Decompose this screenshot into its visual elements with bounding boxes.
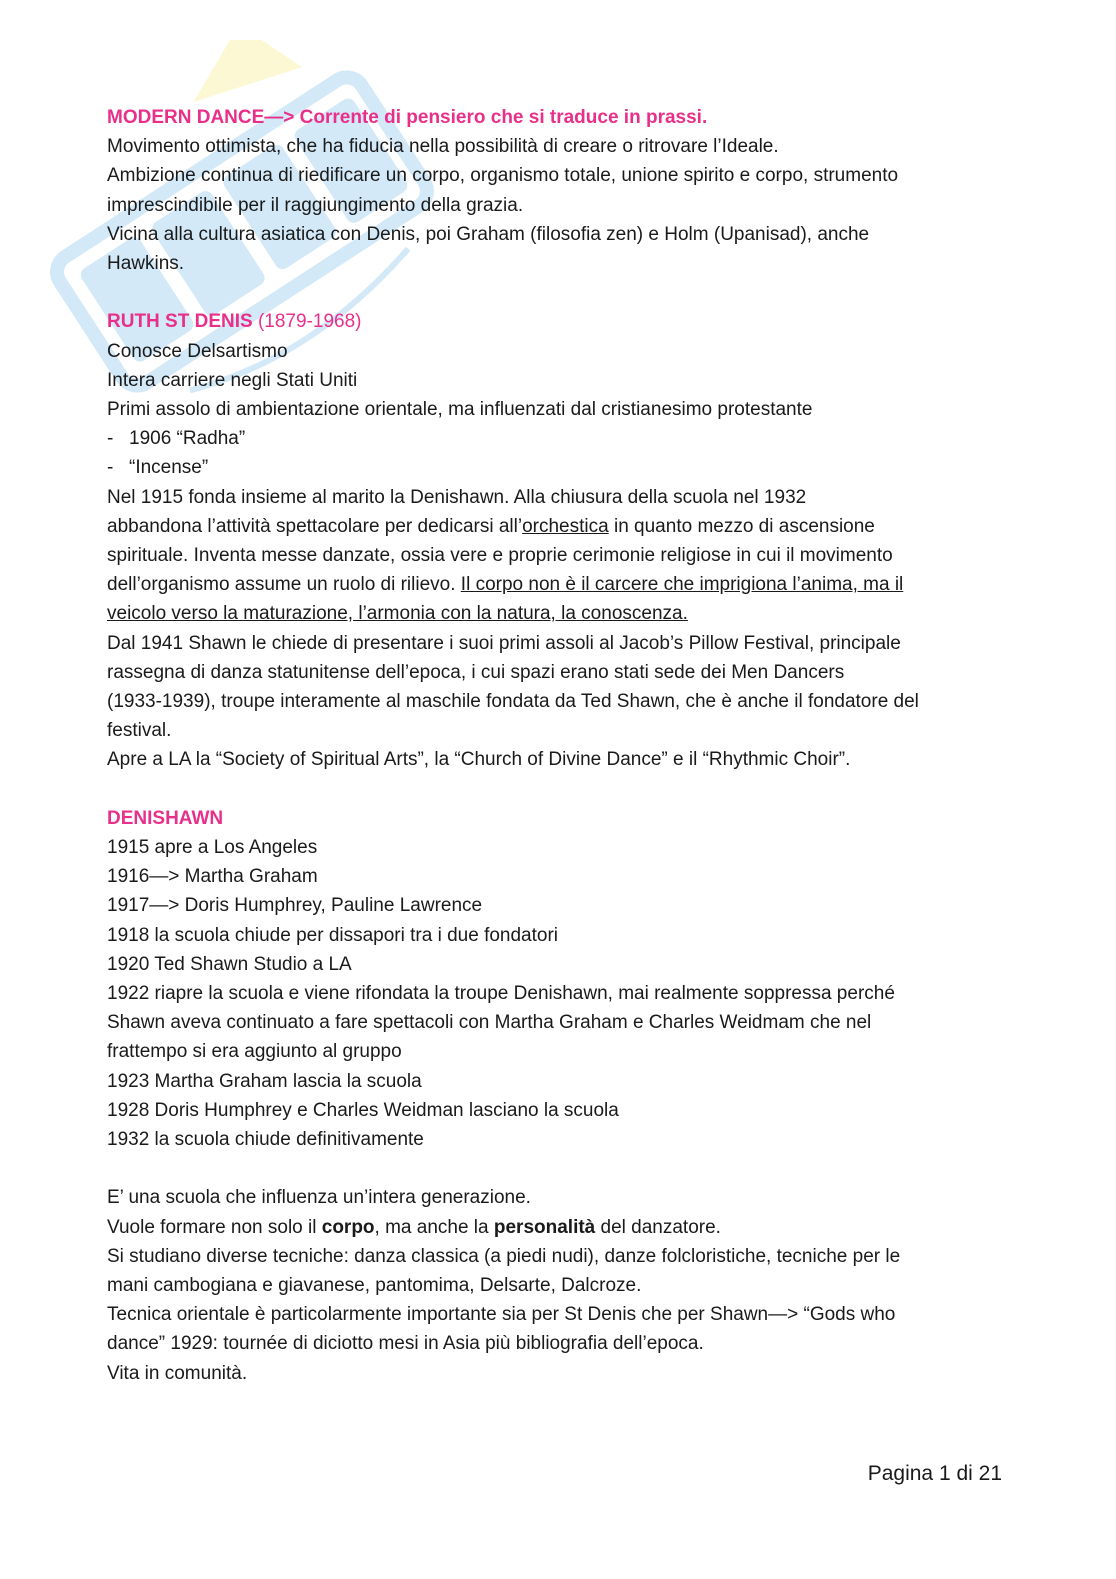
paragraph-line: E’ una scuola che influenza un’intera generazione. [107,1187,531,1209]
paragraph-line: Vicina alla cultura asiatica con Denis, poi Graham (filosofia zen) e Holm (Upanisad), anche [107,223,870,245]
timeline-item: 1922 riapre la scuola e viene rifondata la troupe Denishawn, mai realmente soppressa perché [107,983,895,1005]
text-run: del danzatore. [595,1216,721,1238]
paragraph-line: Apre a LA la “Society of Spiritual Arts”, la “Church of Divine Dance” e il “Rhythmic Choir”. [107,749,851,771]
list-item-text: “Incense” [129,457,209,479]
heading-ruth-st-denis-title: RUTH ST DENIS [107,311,253,333]
heading-ruth-st-denis-dates: (1879-1968) [252,311,362,333]
timeline-item: 1932 la scuola chiude definitivamente [107,1129,424,1151]
section-heading-modern-dance [107,103,1007,132]
text-run: Vuole formare non solo il [107,1216,322,1238]
paragraph-line: rassegna di danza statunitense dell’epoca, i cui spazi erano stati sede dei Men Dancers [107,661,845,683]
paragraph-line: dance” 1929: tournée di diciotto mesi in Asia più bibliografia dell’epoca. [107,1333,704,1355]
paragraph-line: Si studiano diverse tecniche: danza classica (a piedi nudi), danze folcloristiche, tecniche per le [107,1245,901,1267]
paragraph-line: Hawkins. [107,253,185,275]
section-heading-denishawn: DENISHAWN [107,807,224,829]
paragraph-line: Intera carriere negli Stati Uniti [107,369,358,391]
timeline-item: 1915 apre a Los Angeles [107,837,318,859]
timeline-item: 1928 Doris Humphrey e Charles Weidman lasciano la scuola [107,1099,619,1121]
bullet-dash: - [107,457,114,479]
text-run: abbandona l’attività spettacolare per dedicarsi all’ [107,515,523,537]
text-run: , ma anche la [374,1216,494,1238]
timeline-item: 1923 Martha Graham lascia la scuola [107,1070,422,1092]
paragraph-line: festival. [107,720,172,742]
underlined-text: orchestica [522,515,609,537]
section-heading-ruth-st-denis [107,307,1007,336]
timeline-item: frattempo si era aggiunto al gruppo [107,1041,402,1063]
timeline-item: 1917—> Doris Humphrey, Pauline Lawrence [107,895,483,917]
timeline-item: 1916—> Martha Graham [107,866,318,888]
timeline-item: 1920 Ted Shawn Studio a LA [107,953,352,975]
paragraph-line: Dal 1941 Shawn le chiede di presentare i suoi primi assoli al Jacob’s Pillow Festival, principale [107,632,901,654]
paragraph-line: Conosce Delsartismo [107,340,288,362]
paragraph-line: spirituale. Inventa messe danzate, ossia vere e proprie cerimonie religiose in cui il movimento [107,545,893,567]
paragraph-line: Vita in comunità. [107,1362,248,1384]
bullet-dash: - [107,428,114,450]
document-page [107,103,1007,1388]
list-item [107,424,1007,453]
bold-text: corpo [321,1216,375,1238]
underlined-text: Il corpo non è il carcere che imprigiona l’anima, ma il [460,574,904,596]
list-item [107,453,1007,482]
paragraph-line: Nel 1915 fonda insieme al marito la Denishawn. Alla chiusura della scuola nel 1932 [107,486,807,508]
paragraph-line [107,599,1007,628]
paragraph-line: Ambizione continua di riedificare un corpo, organismo totale, unione spirito e corpo, strumento [107,165,899,187]
timeline-item: Shawn aveva continuato a fare spettacoli con Martha Graham e Charles Weidmam che nel [107,1012,872,1034]
bold-text: personalità [493,1216,596,1238]
spacer [107,1154,1007,1183]
spacer [107,278,1007,307]
underlined-text: veicolo verso la maturazione, l’armonia con la natura, la conoscenza. [107,603,688,625]
page-number: Pagina 1 di 21 [867,1462,1002,1485]
paragraph-line: Movimento ottimista, che ha fiducia nella possibilità di creare o ritrovare l’Ideale. [107,136,779,158]
spacer [107,775,1007,804]
paragraph-line [107,1213,1007,1242]
heading-modern-dance-subtitle: Corrente di pensiero che si traduce in prassi. [299,107,708,128]
paragraph-line [107,512,1007,541]
paragraph-line: Tecnica orientale è particolarmente importante sia per St Denis che per Shawn—> “Gods who [107,1304,896,1326]
paragraph-line: (1933-1939), troupe interamente al maschile fondata da Ted Shawn, che è anche il fondatore del [107,691,919,713]
list-item-text: 1906 “Radha” [129,428,246,450]
text-run: in quanto mezzo di ascensione [608,515,875,537]
paragraph-line: Primi assolo di ambientazione orientale, ma influenzati dal cristianesimo protestante [107,399,813,421]
paragraph-line: mani cambogiana e giavanese, pantomima, Delsarte, Dalcroze. [107,1275,642,1297]
text-run: dell’organismo assume un ruolo di rilievo. [107,574,461,596]
paragraph-line: imprescindibile per il raggiungimento della grazia. [107,194,524,216]
paragraph-line [107,570,1007,599]
timeline-item: 1918 la scuola chiude per dissapori tra i due fondatori [107,924,559,946]
heading-modern-dance-title: MODERN DANCE—> [107,107,300,128]
